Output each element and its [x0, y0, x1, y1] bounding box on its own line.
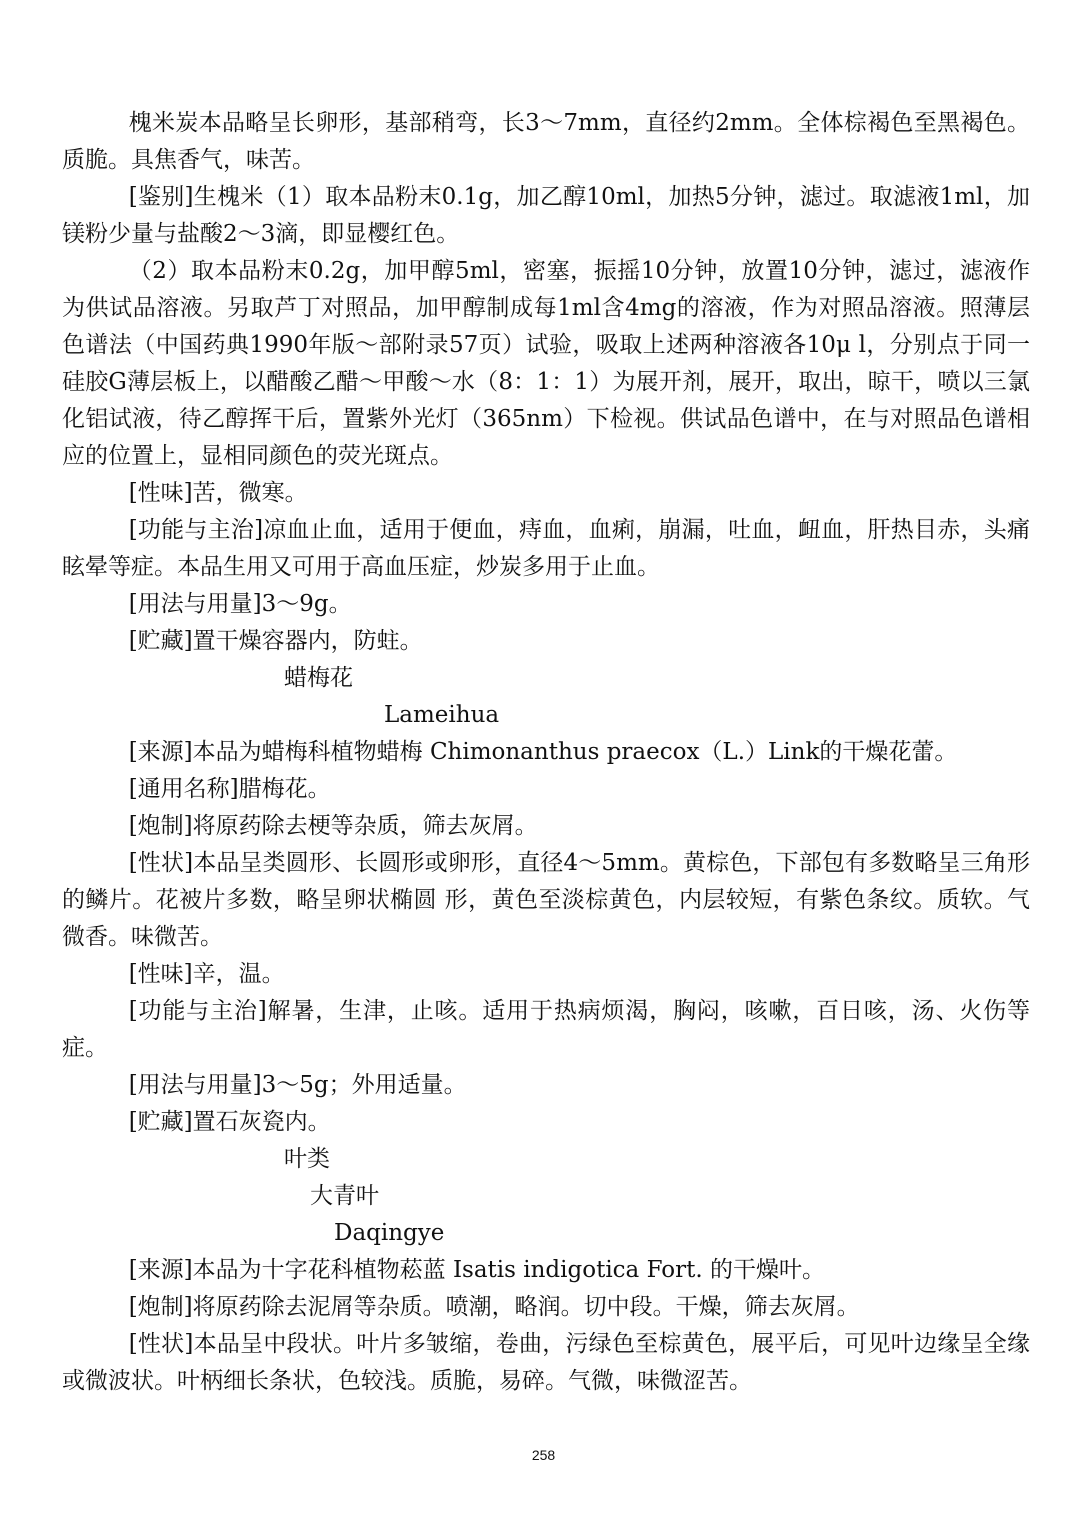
paragraph: [来源]本品为十字花科植物菘蓝 Isatis indigotica Fort. 的干燥叶。: [128, 1257, 825, 1283]
paragraph: （2）取本品粉末0.2g，加甲醇5ml，密塞，振摇10分钟，放置10分钟，滤过，滤液作为供试品溶液。另取芦丁对照品，加甲醇制成每1ml含4mg的溶液，作为对照品溶液。照薄层色谱法（中国药典1990年版～部附录57页）试验，吸取上述两种溶液各10μ l，分别点于同一硅胶G薄层板上，以醋酸乙醋～甲酸～水（8：1：1）为展开剂，展开，取出，晾干，喷以三氯化铝试液，待乙醇挥干后，置紫外光灯（365nm）下检视。供试品色谱中，在与对照品色谱相应的位置上，显相同颜色的荧光斑点。: [62, 258, 1030, 469]
paragraph: [功能与主治]凉血止血，适用于便血，痔血，血痢，崩漏，吐血，衄血，肝热目赤，头痛眩晕等症。本品生用又可用于高血压症，炒炭多用于止血。: [62, 517, 1030, 580]
paragraph: [来源]本品为蜡梅科植物蜡梅 Chimonanthus praecox（L.）Link的干燥花蕾。: [128, 739, 958, 765]
paragraph: [性状]本品呈中段状。叶片多皱缩，卷曲，污绿色至棕黄色，展平后，可见叶边缘呈全缘或微波状。叶柄细长条状，色较浅。质脆，易碎。气微，味微涩苦。: [62, 1331, 1030, 1394]
paragraph: [性状]本品呈类圆形、长圆形或卵形，直径4～5mm。黄棕色，下部包有多数略呈三角形的鳞片。花被片多数，略呈卵状椭圆 形，黄色至淡棕黄色，内层较短，有紫色条纹。质软。气微香。味微苦。: [62, 850, 1030, 950]
section-title: 叶类: [284, 1146, 330, 1172]
entry-title: 大青叶: [310, 1183, 379, 1209]
paragraph: [用法与用量]3～9g。: [128, 591, 352, 617]
document-body: [62, 105, 1030, 1400]
page-number: 258: [531, 1447, 556, 1463]
paragraph: [性味]辛，温。: [128, 961, 285, 987]
paragraph: [贮藏]置干燥容器内，防蛀。: [128, 628, 423, 654]
entry-pinyin: Lameihua: [384, 702, 500, 728]
paragraph: [用法与用量]3～5g；外用适量。: [128, 1072, 467, 1098]
paragraph: [通用名称]腊梅花。: [128, 776, 331, 802]
paragraph: [贮藏]置石灰瓷内。: [128, 1109, 331, 1135]
paragraph: [鉴别]生槐米（1）取本品粉末0.1g，加乙醇10ml，加热5分钟，滤过。取滤液1ml，加镁粉少量与盐酸2～3滴，即显樱红色。: [62, 184, 1030, 247]
paragraph: [性味]苦，微寒。: [128, 480, 308, 506]
paragraph: [炮制]将原药除去梗等杂质，筛去灰屑。: [128, 813, 538, 839]
entry-title: 蜡梅花: [284, 665, 353, 691]
paragraph: [炮制]将原药除去泥屑等杂质。喷潮，略润。切中段。干燥，筛去灰屑。: [128, 1294, 860, 1320]
paragraph: 槐米炭本品略呈长卵形，基部稍弯，长3～7mm，直径约2mm。全体棕褐色至黑褐色。质脆。具焦香气，味苦。: [62, 110, 1030, 173]
entry-pinyin: Daqingye: [334, 1220, 445, 1246]
paragraph: [功能与主治]解暑，生津，止咳。适用于热病烦渴，胸闷，咳嗽，百日咳，汤、火伤等症。: [62, 998, 1030, 1061]
